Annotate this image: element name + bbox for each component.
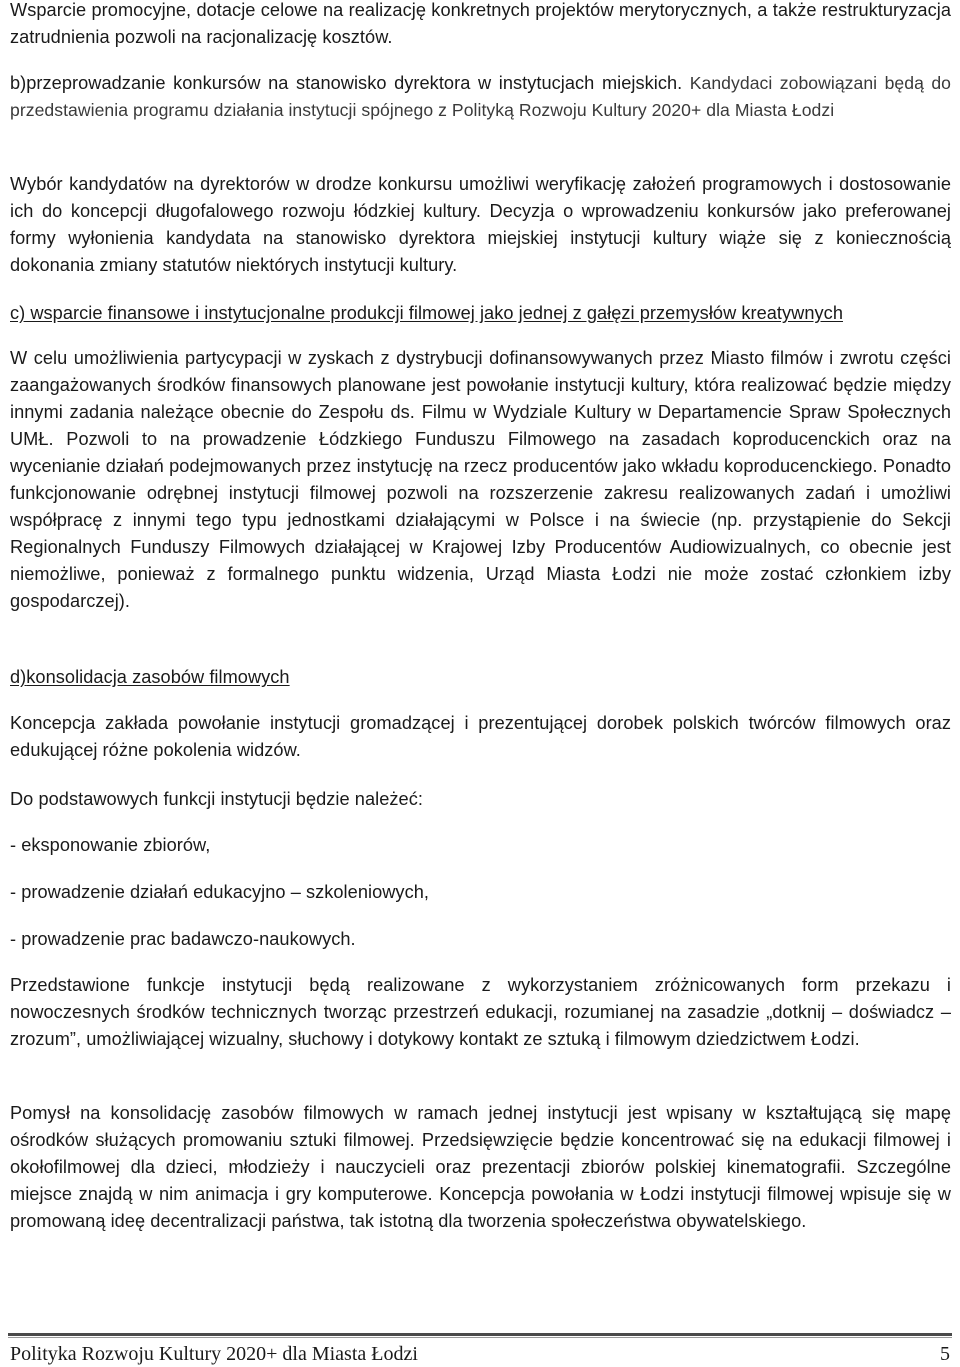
section-d-prefix: d) <box>10 667 27 687</box>
list-item: - prowadzenie prac badawczo-naukowych. <box>10 929 356 949</box>
section-d-title: konsolidacja zasobów filmowych <box>26 667 290 687</box>
section-b-heading: b)przeprowadzanie konkursów na stanowisko dyrektora w instytucjach miejskich. <box>10 73 683 93</box>
footer-divider <box>8 1333 952 1336</box>
footer-title: Polityka Rozwoju Kultury 2020+ dla Miasta Łodzi <box>10 1343 418 1365</box>
section-c-heading: c) wsparcie finansowe i instytucjonalne produkcji filmowej jako jednej z gałęzi przemysłów kreatywnych <box>10 303 843 323</box>
section-b-text: Kandydaci zobowiązani będą do przedstawienia programu działania instytucji spójnego z Polityką Rozwoju Kultury 2020+ dla Miasta Łodzi <box>10 73 952 120</box>
paragraph-functions-intro: Do podstawowych funkcji instytucji będzie należeć: <box>10 789 423 809</box>
list-item: - eksponowanie zbiorów, <box>10 835 211 855</box>
paragraph-concept: Koncepcja zakłada powołanie instytucji gromadzącej i prezentującej dorobek polskich twórców filmowych oraz edukującej różne pokolenia widzów. <box>10 713 951 760</box>
paragraph-promotion-support: Wsparcie promocyjne, dotacje celowe na realizację konkretnych projektów merytorycznych, a także restrukturyzacja zatrudnienia pozwoli na racjonalizację kosztów. <box>10 0 951 47</box>
paragraph-consolidation-idea: Pomysł na konsolidację zasobów filmowych w ramach jednej instytucji jest wpisany w kształtującą się mapę ośrodków służących promowaniu sztuki filmowej. Przedsięwzięcie będzie koncentrować się na edukacji filmowej i okołofilmowej dla dzieci, młodzieży i nauczycieli oraz prezentacji zbiorów polskiej kinematografii. Szczególne miejsce znajdą w nim animacja i gry komputerowe. Koncepcja powołania w Łodzi instytucji filmowej wpisuje się w promowaną ideę decentralizacji państwa, tak istotną dla tworzenia społeczeństwa obywatelskiego. <box>10 1103 951 1231</box>
list-item: - prowadzenie działań edukacyjno – szkoleniowych, <box>10 882 429 902</box>
page-number: 5 <box>940 1343 950 1365</box>
paragraph-film-production-support: W celu umożliwienia partycypacji w zyskach z dystrybucji dofinansowywanych przez Miasto filmów i zwrotu części zaangażowanych środków finansowych planowane jest powołanie instytucji kultury, która realizować będzie między innymi zadania należące obecnie do Zespołu ds. Filmu w Wydziale Kultury w Departamencie Spraw Społecznych UMŁ. Pozwoli to na prowadzenie Łódzkiego Funduszu Filmowego na zasadach koproducenckich oraz na wycenianie działań podejmowanych przez instytucję na rzecz producentów jako wkładu koproducenckiego. Ponadto funkcjonowanie odrębnej instytucji filmowej pozwoli na rozszerzenie zakresu realizowanych zadań i umożliwi współpracę z innymi tego typu jednostkami działającymi w Polsce i na świecie (np. przystąpienie do Sekcji Regionalnych Funduszy Filmowych działającej w Krajowej Izby Producentów Audiowizualnych, co obecnie jest niemożliwe, ponieważ z formalnego punktu widzenia, Urząd Miasta Łodzi nie może zostać członkiem izby gospodarczej). <box>10 348 951 611</box>
section-d-heading <box>10 664 510 691</box>
footer-divider-thin <box>8 1337 952 1338</box>
paragraph-candidate-selection: Wybór kandydatów na dyrektorów w drodze konkursu umożliwi weryfikację założeń programowych i dostosowanie ich do koncepcji długofalowego rozwoju łódzkiej kultury. Decyzja o wprowadzeniu konkursów jako preferowanej formy wyłonienia kandydata na stanowisko dyrektora miejskiej instytucji kultury wiąże się z koniecznością dokonania zmiany statutów niektórych instytucji kultury. <box>10 174 951 275</box>
paragraph-director-competitions <box>10 70 951 124</box>
paragraph-functions-realization: Przedstawione funkcje instytucji będą realizowane z wykorzystaniem zróżnicowanych form przekazu i nowoczesnych środków technicznych tworząc przestrzeń edukacji, rozumianej na zasadzie „dotknij – doświadcz – zrozum”, umożliwiającej wizualny, słuchowy i dotykowy kontakt ze sztuką i filmowym dziedzictwem Łodzi. <box>10 975 951 1049</box>
